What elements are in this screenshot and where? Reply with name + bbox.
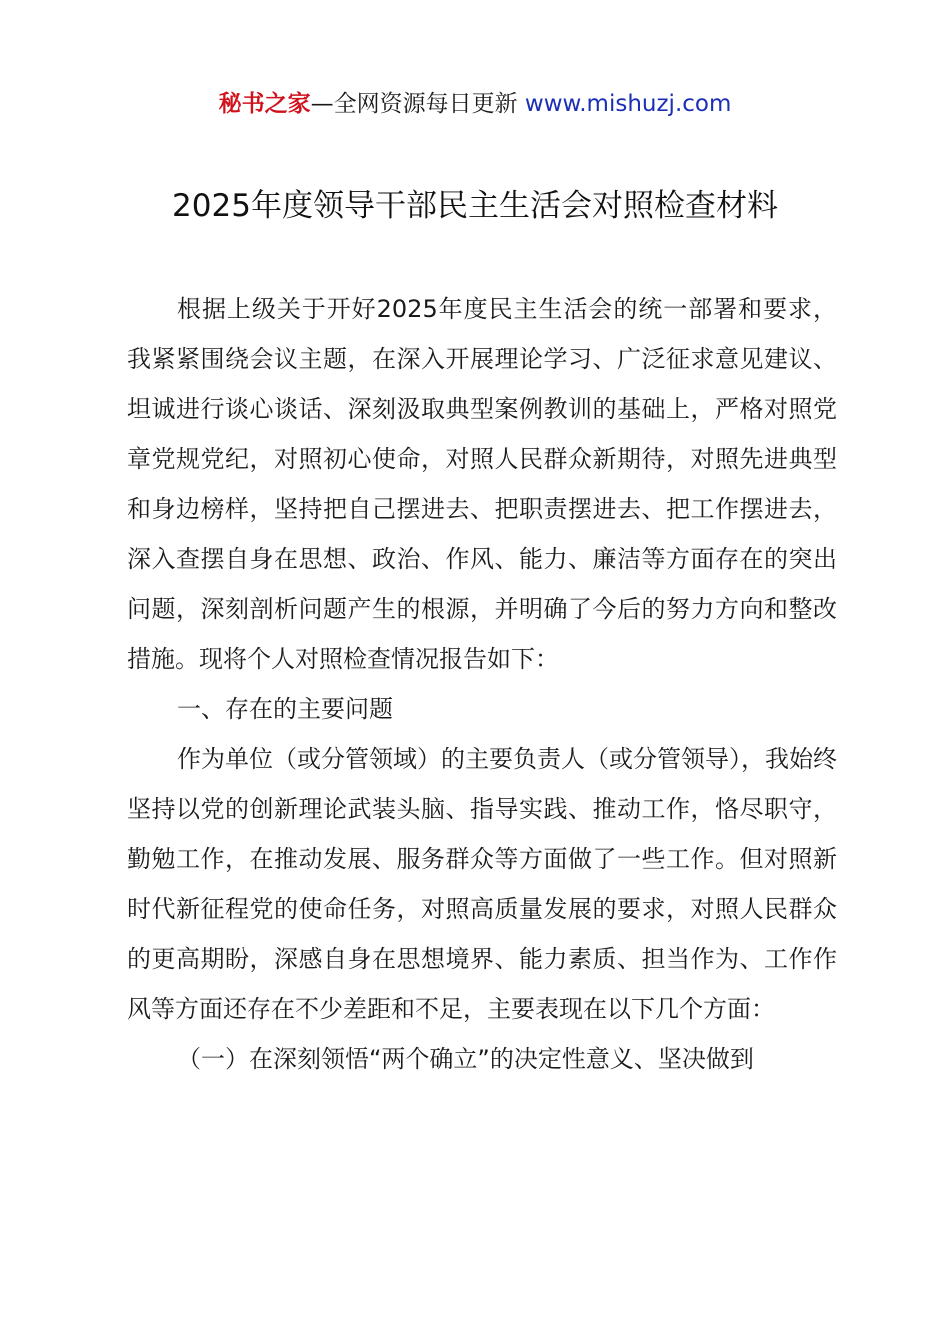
document-body (127, 284, 837, 1084)
paragraph-intro: 根据上级关于开好2025年度民主生活会的统一部署和要求，我紧紧围绕会议主题，在深入开展理论学习、广泛征求意见建议、坦诚进行谈心谈话、深刻汲取典型案例教训的基础上，严格对照党章党规党纪，对照初心使命，对照人民群众新期待，对照先进典型和身边榜样，坚持把自己摆进去、把职责摆进去、把工作摆进去，深入查摆自身在思想、政治、作风、能力、廉洁等方面存在的突出问题，深刻剖析问题产生的根源，并明确了今后的努力方向和整改措施。现将个人对照检查情况报告如下： (127, 295, 837, 673)
site-header (0, 86, 950, 122)
paragraph-overview: 作为单位（或分管领域）的主要负责人（或分管领导），我始终坚持以党的创新理论武装头脑、指导实践、推动工作，恪尽职守，勤勉工作，在推动发展、服务群众等方面做了一些工作。但对照新时代新征程党的使命任务，对照高质量发展的要求，对照人民群众的更高期盼，深感自身在思想境界、能力素质、担当作为、工作作风等方面还存在不少差距和不足，主要表现在以下几个方面： (127, 745, 837, 1023)
section-heading-1: 一、存在的主要问题 (177, 695, 393, 723)
site-brand: 秘书之家 (218, 91, 311, 117)
site-tagline: —全网资源每日更新 (310, 91, 525, 117)
site-url-link[interactable]: www.mishuzj.com (524, 91, 732, 117)
document-title: 2025年度领导干部民主生活会对照检查材料 (172, 188, 778, 224)
subsection-heading-1: （一）在深刻领悟“两个确立”的决定性意义、坚决做到 (177, 1045, 754, 1073)
